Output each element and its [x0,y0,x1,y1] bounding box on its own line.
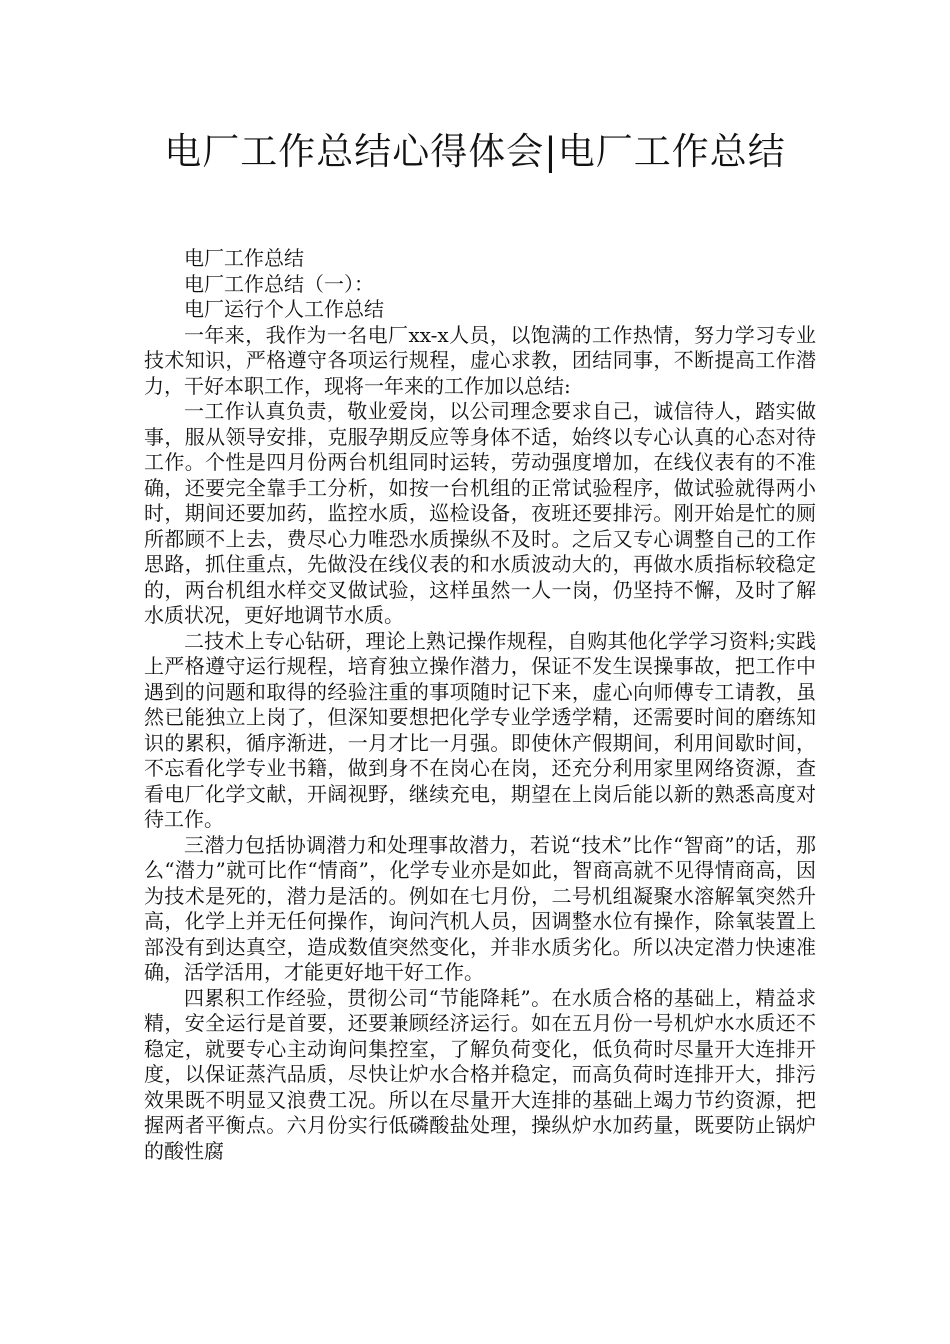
body-paragraph: 一工作认真负责，敬业爱岗，以公司理念要求自己，诚信待人，踏实做事，服从领导安排，克服孕期反应等身体不适，始终以专心认真的心态对待工作。个性是四月份两台机组同时运转，劳动强度增加，在线仪表有的不准确，还要完全靠手工分析，如按一台机组的正常试验程序，做试验就得两小时，期间还要加药，监控水质，巡检设备，夜班还要排污。刚开始是忙的厕所都顾不上去，费尽心力唯恐水质操纵不及时。之后又专心调整自己的工作思路，抓住重点，先做没在线仪表的和水质波动大的，再做水质指标较稳定的，两台机组水样交叉做试验，这样虽然一人一岗，仍坚持不懈，及时了解水质状况，更好地调节水质。 [144,399,816,627]
document-body [144,246,816,1164]
heading-line: 电厂运行个人工作总结 [184,297,384,321]
body-paragraph: 一年来，我作为一名电厂xx-x人员，以饱满的工作热情，努力学习专业技术知识，严格遵守各项运行规程，虚心求教，团结同事，不断提高工作潜力，干好本职工作，现将一年来的工作加以总结: [144,322,816,398]
body-paragraph: 四累积工作经验，贯彻公司“节能降耗”。在水质合格的基础上，精益求精，安全运行是首要，还要兼顾经济运行。如在五月份一号机炉水水质还不稳定，就要专心主动询问集控室，了解负荷变化，低负荷时尽量开大连排开度，以保证蒸汽品质，尽快让炉水合格并稳定，而高负荷时连排开大，排污效果既不明显又浪费工况。所以在尽量开大连排的基础上竭力节约资源，把握两者平衡点。六月份实行低磷酸盐处理，操纵炉水加药量，既要防止锅炉的酸性腐 [144,985,816,1163]
document-title: 电厂工作总结心得体会|电厂工作总结 [164,130,786,173]
body-paragraph: 三潜力包括协调潜力和处理事故潜力，若说“技术”比作“智商”的话，那么“潜力”就可比作“情商”，化学专业亦是如此，智商高就不见得情商高，因为技术是死的，潜力是活的。例如在七月份，二号机组凝聚水溶解氧突然升高，化学上并无任何操作，询问汽机人员，因调整水位有操作，除氧装置上部没有到达真空，造成数值突然变化，并非水质劣化。所以决定潜力快速准确，活学活用，才能更好地干好工作。 [144,832,816,984]
heading-line: 电厂工作总结（一）： [184,271,374,296]
heading-line: 电厂工作总结 [184,246,304,270]
body-paragraph: 二技术上专心钻研，理论上熟记操作规程，自购其他化学学习资料;实践上严格遵守运行规程，培育独立操作潜力，保证不发生误操事故，把工作中遇到的问题和取得的经验注重的事项随时记下来，虚心向师傅专工请教，虽然已能独立上岗了，但深知要想把化学专业学透学精，还需要时间的磨练知识的累积，循序渐进，一月才比一月强。即使休产假期间，利用间歇时间，不忘看化学专业书籍，做到身不在岗心在岗，还充分利用家里网络资源，查看电厂化学文献，开阔视野，继续充电，期望在上岗后能以新的熟悉高度对待工作。 [144,628,816,831]
